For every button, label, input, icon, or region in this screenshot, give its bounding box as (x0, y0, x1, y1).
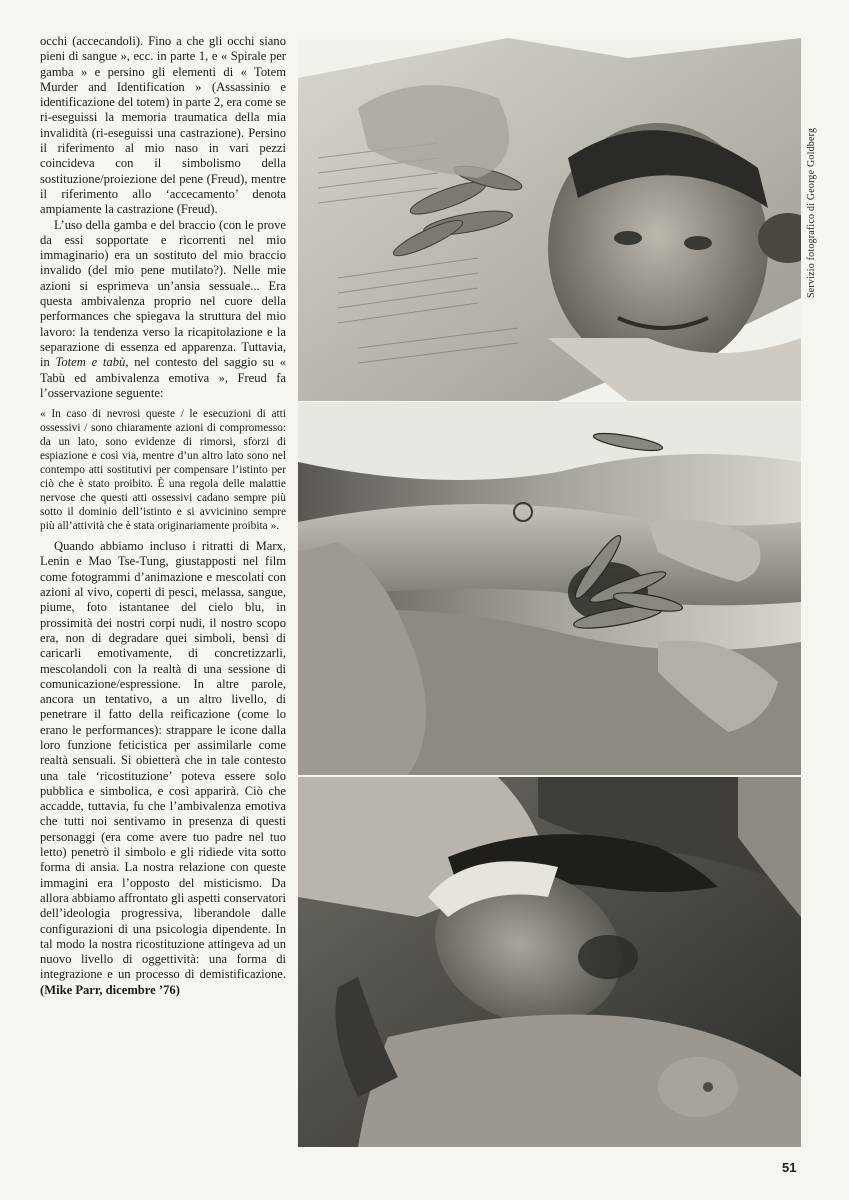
book-title-totem-e-tabu: Totem e tabù (55, 355, 126, 370)
freud-quotation: « In caso di nevrosi queste / le esecuzioni di atti ossessivi / sono chiaramente azioni di compromesso: da un lato, sono evidenze di rimorsi, sforzi di espiazione e così via, mentre d’un altro lato sono nel contempo atti sostitutivi per compensare l’istinto per ciò che è stato proibito. È una regola delle malattie nervose che questi atti ossessivi cadano sempre più sotto il dominio dell’istinto e si avvicinino sempre più all’attività che è stata originariamente proibita ». (40, 408, 286, 533)
paragraph-3-text: Quando abbiamo incluso i ritratti di Marx, Lenin e Mao Tse-Tung, giustapposti nel film come fotogrammi d’animazione e mescolati con azioni al vivo, coperti di pesci, melassa, sangue, piume, foto istantanee del cielo blu, in prossimità dei nostri corpi nudi, il nostro scopo era, non di degradare quei simboli, bensì di caricarli emotivamente, di concretizzarli, mescolandoli con la realtà di una sessione di comunicazione/espressione. In altre parole, ancora un tentativo, a un altro livello, di penetrare il fatto della reificazione (come lo erano le performances): strappare le icone dalla loro funzione feticistica per assimilarle come realtà sensuali. Si obietterà che in tale contesto una tale ‘ricostituzione’ poteva essere solo pubblica e simbolica, e così apparirà. Ciò che accadde, tuttavia, fu che l’ambivalenza emotiva che tutti noi sentivamo in presenza di questi personaggi (era come avere tuo padre nel tuo letto) penetrò il simbolo e gli ridiede vita sotto forma di ansia. La nostra relazione con queste immagini era l’opposto del misticismo. Da allora abbiamo affrontato gli aspetti conservatori dell’ideologia progressiva, liberandole dalle configurazioni di una psicologia dipendente. In tal modo la nostra ricostituzione attingeva ad un nuovo livello di oggettività: una forma di integrazione e un processo di demistificazione. (40, 539, 286, 982)
paragraph-2 (40, 218, 286, 402)
author-signature: (Mike Parr, dicembre ’76) (40, 982, 180, 997)
paragraph-1: occhi (accecandoli). Fino a che gli occhi siano pieni di sangue », ecc. in parte 1, e « Spirale per gamba » e persino gli elementi di « Totem Murder and Identification » (Assassinio e identificazione del totem) in parte 2, era come se ri-eseguissi la memoria traumatica della mia invalidità (ri-eseguissi una castrazione). Persino il riferimento al mio naso in vari pezzi coincideva con il simbolismo della sostituzione/proiezione del pene (Freud), mentre il riferimento allo ‘accecamento’ denota ampiamente la castrazione (Freud). (40, 34, 286, 217)
paragraph-2-text-b: , nel contesto del saggio su « Tabù ed ambivalenza emotiva », Freud fa l’osservazione seguente: (40, 355, 286, 400)
photo-credit: Servizio fotografico di George Goldberg (806, 127, 817, 298)
photo-reclining-figures (298, 777, 801, 1147)
paragraph-2-text-a: L’uso della gamba e del braccio (con le prove da essi sopportate e ricorrenti nel mio immaginario) era un sostituto del mio braccio invalido (del mio pene mutilato?). Nelle mie azioni si esprimeva un’ansia sessuale... Era questa ambivalenza proprio nel cuore della performances che spiegava la struttura del mio lavoro: la tendenza verso la ricapitolazione e la separazione di essenza ed apparenza. Tuttavia, in (40, 217, 286, 370)
paragraph-3 (40, 539, 286, 998)
photo-body-with-fish (298, 402, 801, 775)
page-number: 51 (782, 1160, 797, 1175)
article-text-column (40, 34, 286, 998)
photo-newspapers-fish-portrait (298, 38, 801, 401)
